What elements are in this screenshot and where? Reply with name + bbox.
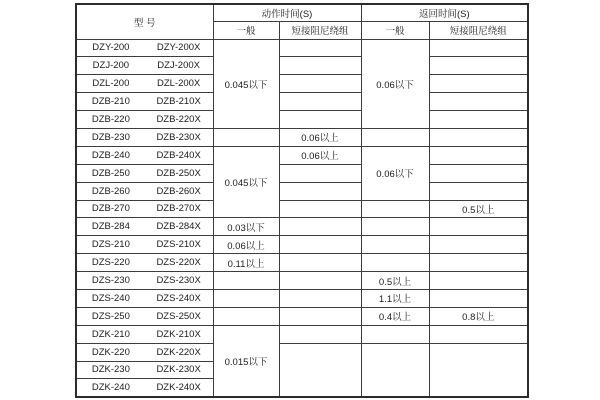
model-name-x: DZB-260X (156, 185, 201, 197)
return-general-cell (361, 200, 429, 218)
return-damping-cell (429, 289, 528, 307)
return-damping-cell (429, 164, 528, 182)
model-name-x: DZB-284X (156, 221, 201, 233)
model-cell (76, 325, 213, 343)
return-general-cell: 0.5以上 (361, 272, 429, 290)
return-damping-cell (429, 39, 528, 57)
model-name-x: DZJ-200X (157, 60, 200, 72)
header-model: 型 号 (76, 4, 213, 39)
action-general-cell (213, 128, 279, 146)
model-name: DZB-210 (91, 96, 130, 108)
action-damping-cell (279, 289, 361, 307)
return-damping-cell (429, 182, 528, 200)
action-damping-cell (279, 164, 361, 182)
model-name: DZK-210 (91, 328, 130, 340)
model-cell (76, 200, 213, 218)
header-row-groups (76, 4, 528, 21)
table-row (76, 146, 528, 164)
action-damping-cell (279, 200, 361, 218)
model-cell (76, 379, 213, 397)
model-cell (76, 361, 213, 379)
model-cell (76, 307, 213, 325)
model-name: DZS-250 (91, 310, 130, 322)
model-name: DZB-250 (91, 167, 130, 179)
model-cell (76, 93, 213, 111)
model-name: DZB-220 (91, 114, 130, 125)
action-damping-cell (279, 111, 361, 129)
return-damping-cell (429, 236, 528, 254)
return-damping-cell (429, 75, 528, 93)
return-general-cell: 0.06以下 (361, 146, 429, 200)
model-cell (76, 164, 213, 182)
model-cell (76, 272, 213, 290)
table-row (76, 57, 528, 75)
header-return-damping: 短接阻尼绕组 (429, 21, 528, 39)
model-name-x: DZK-220X (156, 346, 201, 358)
action-damping-cell: 0.06以上 (279, 146, 361, 164)
action-damping-cell (279, 325, 361, 343)
return-damping-cell (429, 146, 528, 164)
return-damping-cell: 0.5以上 (429, 200, 528, 218)
action-damping-cell (279, 343, 361, 397)
table-row (76, 289, 528, 307)
model-name: DZB-260 (91, 185, 130, 197)
table-row (76, 254, 528, 272)
table-row (76, 343, 528, 361)
action-general-cell: 0.06以上 (213, 236, 279, 254)
table-row (76, 307, 528, 325)
return-general-cell (361, 128, 429, 146)
return-damping-cell: 0.8以上 (429, 307, 528, 325)
header-action-general: 一般 (213, 21, 279, 39)
table-row (76, 111, 528, 129)
model-cell (76, 146, 213, 164)
model-name: DZY-200 (92, 42, 130, 54)
model-name-x: DZS-250X (156, 310, 201, 322)
return-damping-cell (429, 111, 528, 129)
model-name-x: DZB-230X (156, 131, 201, 143)
action-general-cell: 0.11以上 (213, 254, 279, 272)
model-name-x: DZS-220X (156, 257, 201, 269)
model-cell (76, 128, 213, 146)
table-row (76, 182, 528, 200)
action-general-cell: 0.03以下 (213, 218, 279, 236)
action-damping-cell (279, 57, 361, 75)
model-name: DZS-240 (91, 292, 130, 304)
return-damping-cell (429, 325, 528, 343)
return-damping-cell (429, 93, 528, 111)
return-damping-cell (429, 272, 528, 290)
model-name: DZB-230 (91, 131, 130, 143)
return-general-cell (361, 343, 429, 397)
model-name: DZS-220 (91, 257, 130, 269)
table-row (76, 39, 528, 57)
table-row (76, 128, 528, 146)
relay-spec-table (75, 3, 529, 398)
model-name: DZS-230 (91, 275, 130, 287)
model-name-x: DZS-210X (156, 239, 201, 251)
model-name-x: DZB-220X (156, 114, 201, 125)
table-row (76, 236, 528, 254)
return-general-cell: 0.06以下 (361, 39, 429, 128)
table-row (76, 325, 528, 343)
return-damping-cell (429, 57, 528, 75)
header-action-time-group: 动作时间(S) (213, 4, 361, 21)
model-name-x: DZB-210X (156, 96, 201, 108)
model-name-x: DZL-200X (156, 78, 201, 90)
model-cell (76, 254, 213, 272)
model-name: DZS-210 (91, 239, 130, 251)
return-general-cell (361, 218, 429, 236)
action-general-cell (213, 289, 279, 307)
return-damping-cell (429, 254, 528, 272)
table-row (76, 218, 528, 236)
action-damping-cell: 0.06以上 (279, 128, 361, 146)
header-action-damping: 短接阻尼绕组 (279, 21, 361, 39)
table-row (76, 93, 528, 111)
model-name-x: DZS-230X (156, 275, 201, 287)
model-cell (76, 57, 213, 75)
action-general-cell: 0.045以下 (213, 39, 279, 128)
model-cell (76, 39, 213, 57)
action-damping-cell (279, 182, 361, 200)
model-cell (76, 289, 213, 307)
model-name: DZK-240 (91, 382, 130, 394)
model-name: DZB-284 (91, 221, 130, 233)
model-name-x: DZB-270X (156, 203, 201, 215)
header-return-general: 一般 (361, 21, 429, 39)
model-cell (76, 111, 213, 129)
model-name: DZK-220 (91, 346, 130, 358)
table-row (76, 200, 528, 218)
model-name-x: DZY-200X (156, 42, 201, 54)
action-general-cell (213, 307, 279, 325)
model-name: DZB-240 (91, 149, 130, 161)
action-damping-cell (279, 39, 361, 57)
return-damping-cell (429, 128, 528, 146)
model-cell (76, 218, 213, 236)
table-row (76, 164, 528, 182)
model-name: DZJ-200 (92, 60, 130, 72)
action-damping-cell (279, 75, 361, 93)
action-damping-cell (279, 307, 361, 325)
model-name-x: DZK-240X (156, 382, 201, 394)
return-general-cell (361, 325, 429, 343)
model-name: DZK-230 (91, 364, 130, 376)
model-name-x: DZB-240X (156, 149, 201, 161)
return-damping-cell (429, 218, 528, 236)
action-general-cell: 0.015以下 (213, 325, 279, 397)
model-name-x: DZB-250X (156, 167, 201, 179)
model-name: DZL-200 (92, 78, 130, 90)
header-return-time-group: 返回时间(S) (361, 4, 528, 21)
action-damping-cell (279, 93, 361, 111)
table-row (76, 75, 528, 93)
action-general-cell: 0.045以下 (213, 146, 279, 218)
table-row (76, 272, 528, 290)
action-damping-cell (279, 218, 361, 236)
model-cell (76, 182, 213, 200)
return-damping-cell (429, 343, 528, 397)
model-cell (76, 343, 213, 361)
action-damping-cell (279, 254, 361, 272)
model-name-x: DZK-230X (156, 364, 201, 376)
model-cell (76, 75, 213, 93)
return-general-cell (361, 236, 429, 254)
return-general-cell: 0.4以上 (361, 307, 429, 325)
model-cell (76, 236, 213, 254)
return-general-cell (361, 254, 429, 272)
action-general-cell (213, 272, 279, 290)
action-damping-cell (279, 236, 361, 254)
return-general-cell: 1.1以上 (361, 289, 429, 307)
action-damping-cell (279, 272, 361, 290)
model-name-x: DZS-240X (156, 292, 201, 304)
model-name: DZB-270 (91, 203, 130, 215)
model-name-x: DZK-210X (156, 328, 201, 340)
